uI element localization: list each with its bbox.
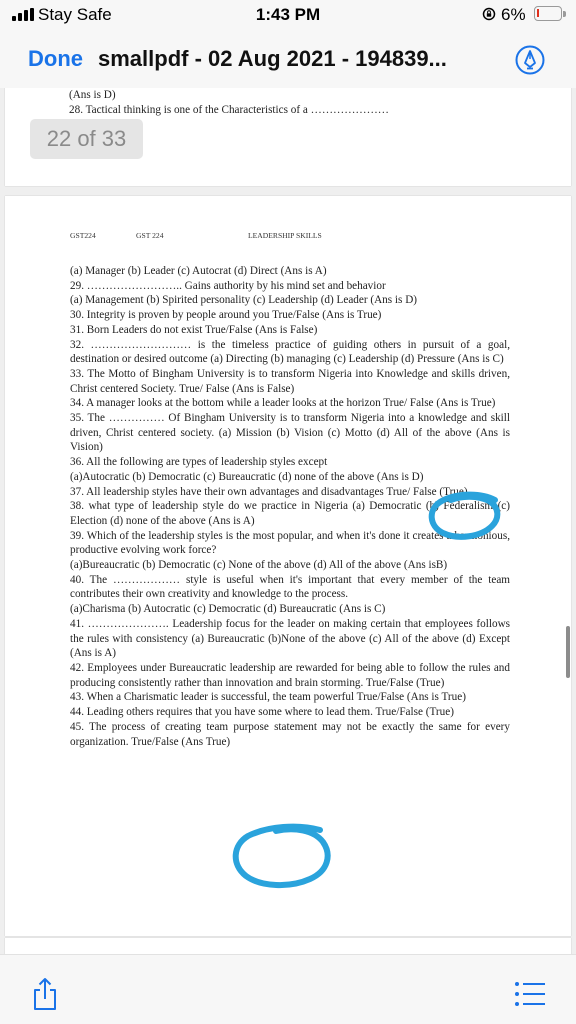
paragraph: 30. Integrity is proven by people around you True/False (Ans is True) <box>70 309 382 322</box>
scrollbar-thumb[interactable] <box>566 626 570 678</box>
battery-nub <box>563 11 566 17</box>
paragraph: 40. The ……………… style is useful when it's important that every member of the team contributes their own creativity and knowledge to the process. <box>70 573 510 601</box>
pdf-page-23 <box>5 938 571 954</box>
clock: 1:43 PM <box>255 5 321 24</box>
done-button[interactable]: Done <box>28 46 83 71</box>
pdf-viewer[interactable] <box>0 88 576 954</box>
document-title: smallpdf - 02 Aug 2021 - 194839... <box>98 46 447 71</box>
bottom-toolbar <box>0 954 576 1024</box>
page-21-text <box>69 88 509 117</box>
paragraph: 41. …………………. Leadership focus for the leader on making certain that employees follows the rules with consistency (a) Bureaucratic (b)None of the above (c) All of the above (d) Except (Ans is A) <box>70 617 510 660</box>
paragraph: 39. Which of the leadership styles is the most popular, and when it's done it creates a harmonious, productive evolving work force? <box>70 529 510 557</box>
battery-percent: 6% <box>501 5 526 24</box>
paragraph: (a) Management (b) Spirited personality (c) Leadership (d) Leader (Ans is D) <box>70 294 417 307</box>
header-title: LEADERSHIP SKILLS <box>248 231 322 240</box>
battery-icon <box>534 6 562 21</box>
paragraph: 42. Employees under Bureaucratic leadership are rewarded for being able to follow the rules and producing consistently rather than innovation and brain storming. True/False (True) <box>70 661 510 689</box>
list-icon[interactable] <box>514 981 546 1007</box>
paragraph: 37. All leadership styles have their own advantages and disadvantages True/ False (True) <box>70 485 468 498</box>
paragraph: (a) Manager (b) Leader (c) Autocrat (d) Direct (Ans is A) <box>70 265 327 277</box>
page-21-line: 28. Tactical thinking is one of the Characteristics of a ………………… <box>69 103 389 116</box>
paragraph: (a)Autocratic (b) Democratic (c) Bureaucratic (d) none of the above (Ans is D) <box>70 470 424 483</box>
paragraph: (a)Charisma (b) Autocratic (c) Democratic (d) Bureaucratic (Ans is C) <box>70 603 386 616</box>
page-21-line: (Ans is D) <box>69 89 116 101</box>
markup-pen-icon[interactable] <box>514 44 546 76</box>
header-course-code-2: GST 224 <box>136 231 164 240</box>
paragraph: 33. The Motto of Bingham University is to transform Nigeria into Knowledge and skills driven, Christ centered Society. True/ False (Ans is False) <box>70 367 510 395</box>
handwritten-circle-annotation <box>425 490 505 540</box>
paragraph: 36. All the following are types of leadership styles except <box>70 456 328 469</box>
orientation-lock-icon <box>482 7 496 21</box>
header-course-code: GST224 <box>70 231 96 240</box>
paragraph: 45. The process of creating team purpose statement may not be exactly the same for every organization. True/False (Ans True) <box>70 720 510 748</box>
paragraph: 29. …………………….. Gains authority by his mind set and behavior <box>70 279 386 292</box>
paragraph: 31. Born Leaders do not exist True/False (Ans is False) <box>70 323 318 336</box>
navigation-bar <box>0 30 576 88</box>
paragraph: 32. ……………………… is the timeless practice of guiding others in pursuit of a goal, destination or desired outcome (a) Directing (b) managing (c) Leadership (d) Pressure (Ans is C) <box>70 338 510 366</box>
paragraph: 34. A manager looks at the bottom while a leader looks at the horizon True/ False (Ans is True) <box>70 397 496 410</box>
paragraph: 38. what type of leadership style do we practice in Nigeria (a) Democratic (b) Federalism (c) Election (d) none of the above (Ans is A) <box>70 500 510 527</box>
paragraph: (a)Bureaucratic (b) Democratic (c) None of the above (d) All of the above (Ans isB) <box>70 559 448 572</box>
paragraph: 43. When a Charismatic leader is successful, the team powerful True/False (Ans is True) <box>70 691 466 704</box>
paragraph: 35. The …………… Of Bingham University is to transform Nigeria into a knowledge and skill driven, Christ centered society. (a) Mission (b) Vision (c) Motto (d) All of the above (Ans is Vision) <box>70 412 510 454</box>
handwritten-circle-annotation <box>228 822 338 892</box>
paragraph: 44. Leading others requires that you have some where to lead them. True/False (True) <box>70 706 454 719</box>
status-bar <box>0 0 576 30</box>
share-icon[interactable] <box>31 977 59 1011</box>
page-indicator: 22 of 33 <box>30 119 143 159</box>
carrier-name: Stay Safe <box>38 5 112 24</box>
